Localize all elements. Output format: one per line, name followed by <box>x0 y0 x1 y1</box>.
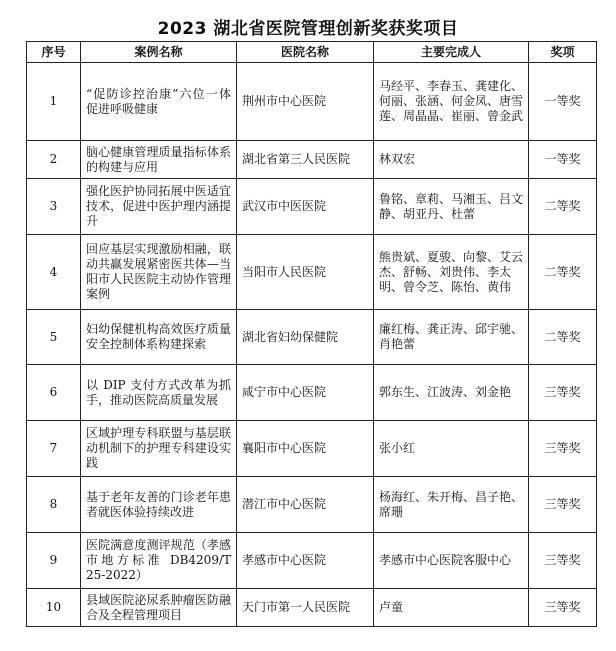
cell-no: 1 <box>27 63 81 141</box>
table-header-row <box>27 42 597 63</box>
cell-people: 杨海红、朱开梅、昌子艳、席珊 <box>374 477 529 533</box>
cell-case-name: 区域护理专科联盟与基层联动机制下的护理专科建设实践 <box>81 421 237 477</box>
cell-no: 8 <box>27 477 81 533</box>
table-row <box>27 141 597 179</box>
cell-award: 二等奖 <box>529 235 597 310</box>
table-row <box>27 533 597 589</box>
table-row <box>27 179 597 235</box>
cell-no: 4 <box>27 235 81 310</box>
cell-hospital: 武汉市中医医院 <box>237 179 374 235</box>
cell-people: 卢童 <box>374 589 529 627</box>
cell-hospital: 潜江市中心医院 <box>237 477 374 533</box>
cell-award: 一等奖 <box>529 141 597 179</box>
cell-no: 7 <box>27 421 81 477</box>
cell-award: 三等奖 <box>529 589 597 627</box>
cell-people: 廉红梅、龚正涛、邱宇驰、肖艳蕾 <box>374 310 529 365</box>
cell-people: 郭东生、江波涛、刘金艳 <box>374 365 529 421</box>
cell-hospital: 襄阳市中心医院 <box>237 421 374 477</box>
cell-case-name: 回应基层实现激励相融，联动共赢发展紧密医共体—当阳市人民医院主动协作管理案例 <box>81 235 237 310</box>
cell-no: 10 <box>27 589 81 627</box>
cell-case-name: 脑心健康管理质量指标体系的构建与应用 <box>81 141 237 179</box>
cell-people: 鲁铭、章莉、马湘玉、吕文静、胡亚丹、杜蕾 <box>374 179 529 235</box>
cell-case-name: 强化医护协同拓展中医适宜技术，促进中医护理内涵提升 <box>81 179 237 235</box>
cell-people: 熊贵斌、夏骏、向黎、艾云杰、舒畅、刘贵伟、李太明、曾令芝、陈怡、黄伟 <box>374 235 529 310</box>
table-row <box>27 310 597 365</box>
table-row <box>27 589 597 627</box>
cell-no: 2 <box>27 141 81 179</box>
table-row <box>27 63 597 141</box>
document-title: 2023 湖北省医院管理创新奖获奖项目 <box>157 19 459 39</box>
cell-people: 孝感市中心医院客服中心 <box>374 533 529 589</box>
cell-case-name: 基于老年友善的门诊老年患者就医体验持续改进 <box>81 477 237 533</box>
cell-case-name: 以 DIP 支付方式改革为抓手，推动医院高质量发展 <box>81 365 237 421</box>
header-hospital: 医院名称 <box>237 42 374 63</box>
cell-hospital: 湖北省妇幼保健院 <box>237 310 374 365</box>
cell-award: 二等奖 <box>529 179 597 235</box>
table-row <box>27 235 597 310</box>
cell-hospital: 当阳市人民医院 <box>237 235 374 310</box>
cell-no: 5 <box>27 310 81 365</box>
cell-hospital: 孝感市中心医院 <box>237 533 374 589</box>
cell-people: 张小红 <box>374 421 529 477</box>
awards-table <box>26 41 597 627</box>
cell-no: 6 <box>27 365 81 421</box>
cell-case-name: 县域医院泌尿系肿瘤医防融合及全程管理项目 <box>81 589 237 627</box>
cell-people: 马经平、李春玉、龚建化、何丽、张涵、何金凤、唐雪莲、周晶晶、崔丽、曾金武 <box>374 63 529 141</box>
cell-case-name: 医院满意度测评规范（孝感市地方标准 DB4209/T 25-2022） <box>81 533 237 589</box>
cell-case-name: “促防诊控治康”六位一体 促进呼吸健康 <box>81 63 237 141</box>
cell-hospital: 荆州市中心医院 <box>237 63 374 141</box>
cell-no: 9 <box>27 533 81 589</box>
header-case: 案例名称 <box>81 42 237 63</box>
table-body <box>27 63 597 627</box>
cell-award: 二等奖 <box>529 310 597 365</box>
table-row <box>27 477 597 533</box>
cell-hospital: 咸宁市中心医院 <box>237 365 374 421</box>
header-no: 序号 <box>27 42 81 63</box>
cell-hospital: 天门市第一人民医院 <box>237 589 374 627</box>
cell-award: 三等奖 <box>529 421 597 477</box>
table-row <box>27 365 597 421</box>
cell-award: 三等奖 <box>529 477 597 533</box>
cell-hospital: 湖北省第三人民医院 <box>237 141 374 179</box>
cell-award: 一等奖 <box>529 63 597 141</box>
cell-case-name: 妇幼保健机构高效医疗质量安全控制体系构建探索 <box>81 310 237 365</box>
header-people: 主要完成人 <box>374 42 529 63</box>
cell-award: 三等奖 <box>529 365 597 421</box>
cell-people: 林双宏 <box>374 141 529 179</box>
table-row <box>27 421 597 477</box>
cell-award: 三等奖 <box>529 533 597 589</box>
header-award: 奖项 <box>529 42 597 63</box>
cell-no: 3 <box>27 179 81 235</box>
